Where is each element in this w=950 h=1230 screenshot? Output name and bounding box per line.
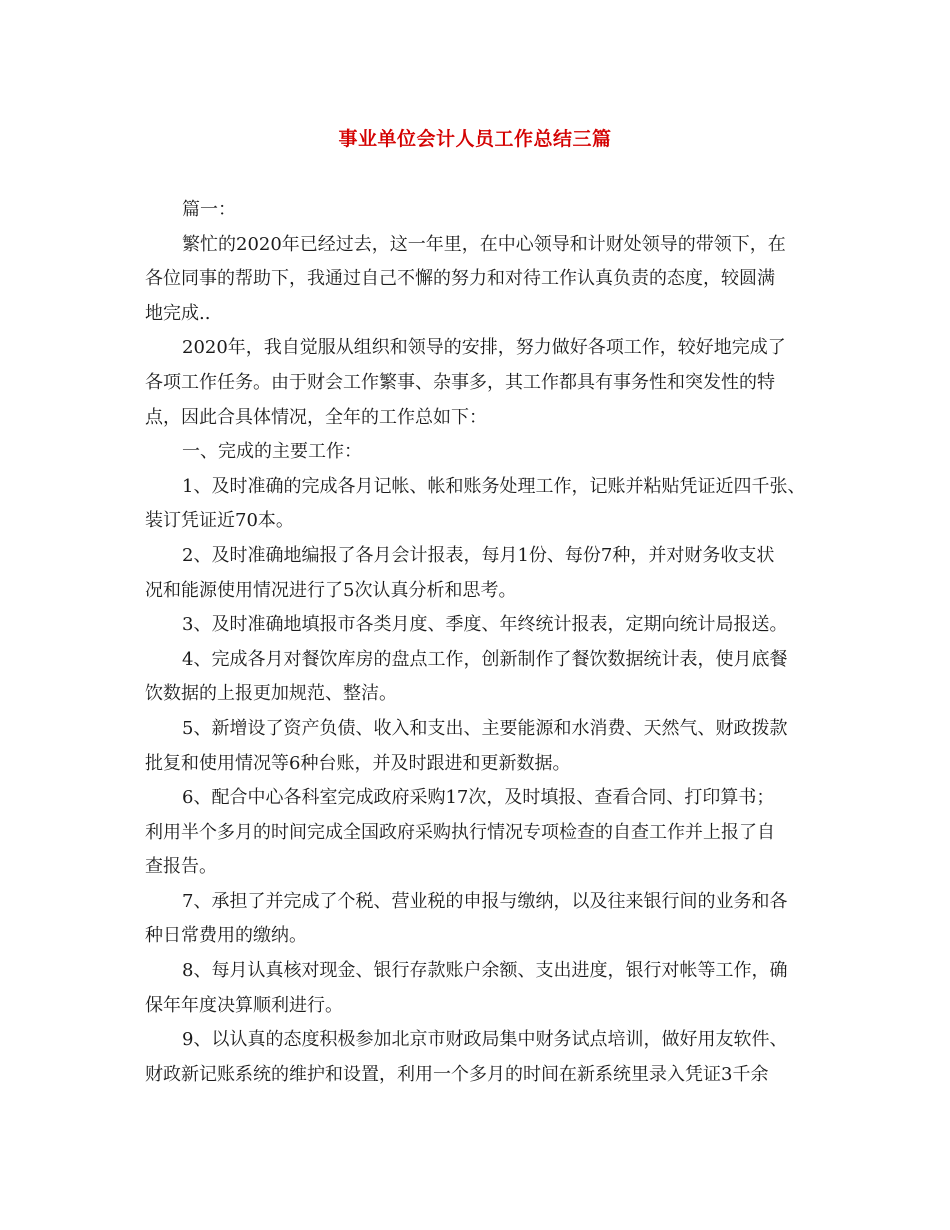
text-line: 利用半个多月的时间完成全国政府采购执行情况专项检查的自查工作并上报了自 [145,821,775,843]
text-line: 况和能源使用情况进行了5次认真分析和思考。 [145,579,517,601]
text-line: 篇一： [182,199,236,220]
text-line: 8、每月认真核对现金、银行存款账户余额、支出进度，银行对帐等工作，确 [182,960,788,982]
text-line: 各位同事的帮助下，我通过自己不懈的努力和对待工作认真负责的态度，较圆满 [145,268,775,290]
text-line: 装订凭证近70本。 [145,510,294,532]
document-body [145,193,810,1092]
text-line: 2、及时准确地编报了各月会计报表，每月1份、每份7种，并对财务收支状 [182,544,775,566]
text-line: 2020年，我自觉服从组织和领导的安排，努力做好各项工作，较好地完成了 [182,337,786,359]
text-line: 1、及时准确的完成各月记帐、帐和账务处理工作，记账并粘贴凭证近四千张、 [182,475,806,497]
text-line: 7、承担了并完成了个税、营业税的申报与缴纳，以及往来银行间的业务和各 [182,890,788,912]
text-line: 繁忙的2020年已经过去，这一年里，在中心领导和计财处领导的带领下，在 [182,233,786,255]
text-line: 查报告。 [145,856,217,878]
text-line: 4、完成各月对餐饮库房的盘点工作，创新制作了餐饮数据统计表，使月底餐 [182,648,788,670]
text-line: 5、新增设了资产负债、收入和支出、主要能源和水消费、天然气、财政拨款 [182,717,788,739]
text-line: 各项工作任务。由于财会工作繁事、杂事多，其工作都具有事务性和突发性的特 [145,371,775,393]
text-line: 地完成.. [145,302,211,324]
text-line: 3、及时准确地填报市各类月度、季度、年终统计报表，定期向统计局报送。 [182,614,788,636]
text-line: 点，因此合具体情况，全年的工作总如下： [145,406,487,428]
text-line: 6、配合中心各科室完成政府采购17次，及时填报、查看合同、打印算书； [182,787,775,809]
text-line: 批复和使用情况等6种台账，并及时跟进和更新数据。 [145,752,571,774]
text-line: 9、以认真的态度积极参加北京市财政局集中财务试点培训，做好用友软件、 [182,1029,788,1051]
text-line: 一、完成的主要工作： [182,441,362,463]
text-line: 保年年度决算顺利进行。 [145,994,343,1016]
text-line: 饮数据的上报更加规范、整洁。 [145,683,397,705]
text-line: 种日常费用的缴纳。 [145,925,307,947]
document-title: 事业单位会计人员工作总结三篇 [338,128,612,150]
text-line: 财政新记账系统的维护和设置，利用一个多月的时间在新系统里录入凭证3千余 [145,1063,769,1085]
